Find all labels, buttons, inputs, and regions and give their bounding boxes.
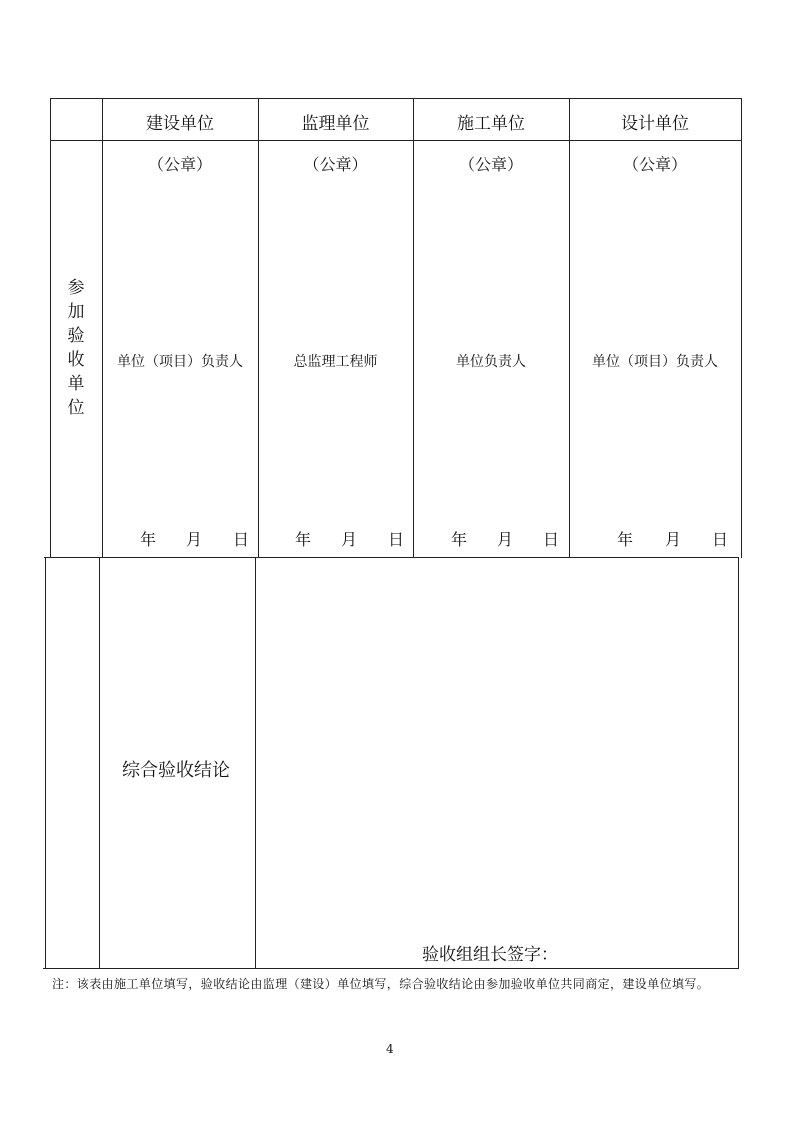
date-year-col3: 年	[451, 530, 468, 549]
date-month-col4: 月	[665, 530, 682, 549]
page-number: 4	[386, 1042, 394, 1056]
seal-contractor-unit: （公章）	[458, 155, 523, 174]
date-month-col3: 月	[497, 530, 514, 549]
conclusion-label: 综合验收结论	[122, 760, 230, 781]
role-supervision-unit: 总监理工程师	[293, 354, 378, 370]
seal-design-unit: （公章）	[622, 155, 687, 174]
date-day-col3: 日	[543, 530, 560, 549]
table-left-border-lower	[45, 557, 46, 969]
table-top-border	[50, 98, 741, 99]
date-month-col1: 月	[186, 530, 203, 549]
table-left-border	[50, 98, 51, 558]
date-day-col1: 日	[233, 530, 250, 549]
header-construction-unit: 建设单位	[146, 114, 214, 134]
role-construction-unit: 单位（项目）负责人	[117, 354, 243, 370]
header-supervision-unit: 监理单位	[301, 114, 370, 134]
group-leader-signature-label: 验收组组长签字：	[422, 945, 558, 965]
header-bottom-border	[50, 140, 741, 141]
table-right-border	[741, 98, 742, 558]
date-year-col4: 年	[617, 530, 634, 549]
header-design-unit: 设计单位	[621, 114, 689, 134]
participants-bottom-border	[44, 557, 739, 558]
seal-construction-unit: （公章）	[147, 155, 212, 174]
date-year-col1: 年	[140, 530, 157, 549]
role-contractor-unit: 单位负责人	[456, 354, 526, 370]
date-day-col4: 日	[712, 530, 729, 549]
footnote: 注：该表由施工单位填写，验收结论由监理（建设）单位填写，综合验收结论由参加验收单位共同商定，建设单位填写。	[52, 977, 710, 991]
header-contractor-unit: 施工单位	[457, 114, 525, 134]
participants-row-label: 参加验收单位	[67, 278, 85, 418]
label-column-divider-lower	[99, 557, 100, 969]
date-year-col2: 年	[295, 530, 312, 549]
date-day-col2: 日	[388, 530, 405, 549]
role-design-unit: 单位（项目）负责人	[592, 354, 718, 370]
column-divider-1-lower	[255, 557, 256, 969]
seal-supervision-unit: （公章）	[303, 155, 368, 174]
table-right-border-lower	[738, 557, 739, 969]
table-bottom-border	[43, 968, 738, 969]
date-month-col2: 月	[341, 530, 358, 549]
